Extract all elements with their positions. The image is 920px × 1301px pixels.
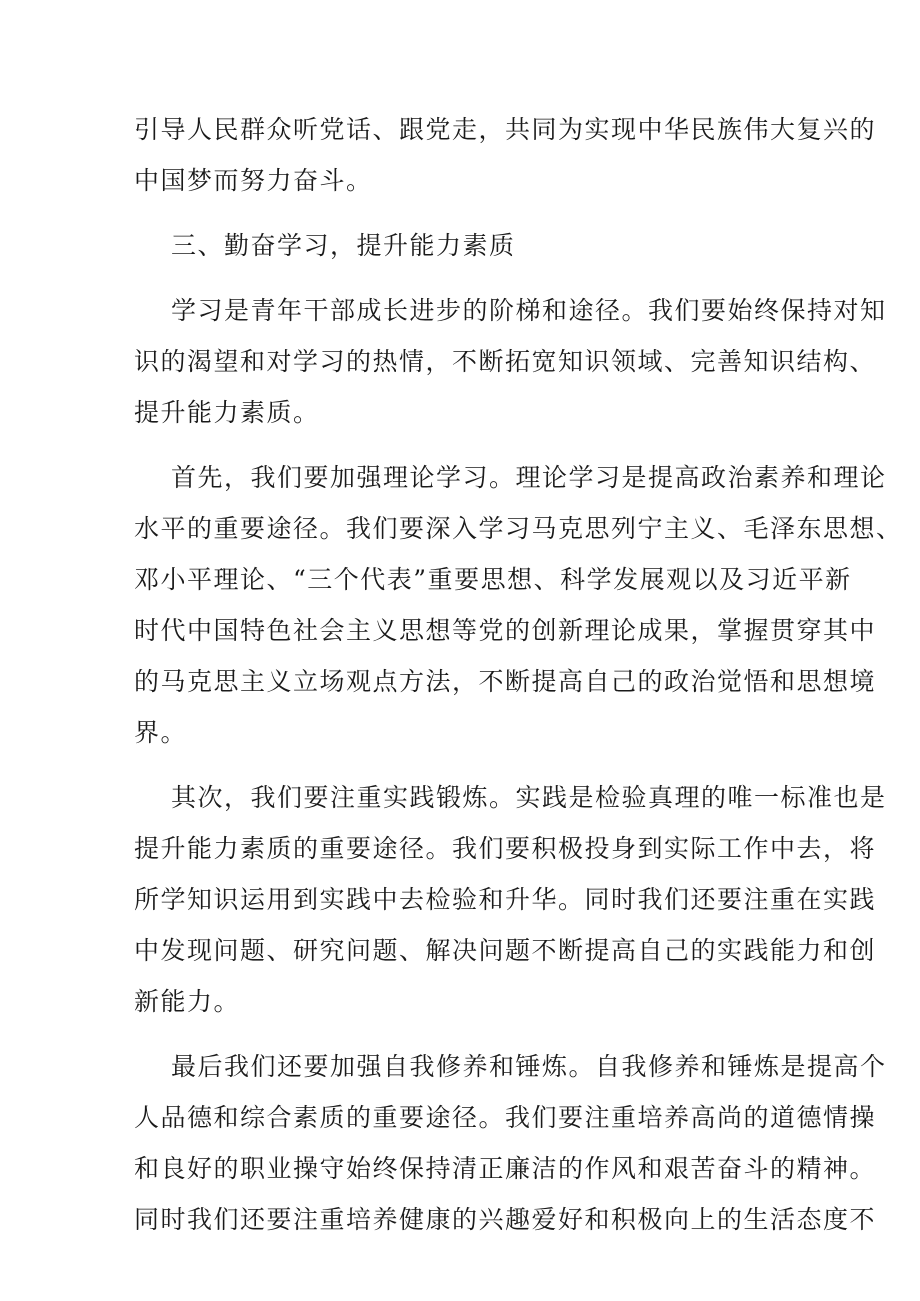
text-line: 的马克思主义立场观点方法，不断提高自己的政治觉悟和思想境 xyxy=(134,667,877,696)
text-line: 人品德和综合素质的重要途径。我们要注重培养高尚的道德情操 xyxy=(134,1103,877,1132)
text-line: 中国梦而努力奋斗。 xyxy=(134,166,373,195)
text-line: 邓小平理论、“三个代表”重要思想、科学发展观以及习近平新 xyxy=(134,565,852,594)
paragraph-theory xyxy=(134,452,920,758)
text-line: 同时我们还要注重培养健康的兴趣爱好和积极向上的生活态度不 xyxy=(134,1205,877,1234)
text-line: 学习是青年干部成长进步的阶梯和途径。我们要始终保持对知 xyxy=(171,296,887,325)
paragraph-cultivation xyxy=(134,1041,920,1245)
paragraph-practice xyxy=(134,772,920,1027)
text-line: 界。 xyxy=(134,718,188,747)
text-line: 首先，我们要加强理论学习。理论学习是提高政治素养和理论 xyxy=(171,463,887,492)
text-line: 中发现问题、研究问题、解决问题不断提高自己的实践能力和创 xyxy=(134,936,877,965)
paragraph-intro xyxy=(134,285,920,438)
section-heading xyxy=(134,220,920,271)
text-line: 引导人民群众听党话、跟党走，共同为实现中华民族伟大复兴的 xyxy=(134,115,877,144)
text-line: 所学知识运用到实践中去检验和升华。同时我们还要注重在实践 xyxy=(134,885,877,914)
text-line: 最后我们还要加强自我修养和锤炼。自我修养和锤炼是提高个 xyxy=(171,1052,887,1081)
paragraph-continuation xyxy=(134,104,920,206)
text-line: 其次，我们要注重实践锻炼。实践是检验真理的唯一标准也是 xyxy=(171,783,887,812)
heading-line: 三、勤奋学习，提升能力素质 xyxy=(171,231,516,260)
text-line: 时代中国特色社会主义思想等党的创新理论成果，掌握贯穿其中 xyxy=(134,616,877,645)
text-line: 提升能力素质。 xyxy=(134,398,320,427)
text-line: 水平的重要途径。我们要深入学习马克思列宁主义、毛泽东思想、 xyxy=(134,514,903,543)
text-line: 识的渴望和对学习的热情，不断拓宽知识领域、完善知识结构、 xyxy=(134,347,877,376)
text-line: 新能力。 xyxy=(134,987,241,1016)
text-line: 和良好的职业操守始终保持清正廉洁的作风和艰苦奋斗的精神。 xyxy=(134,1154,877,1183)
text-line: 提升能力素质的重要途径。我们要积极投身到实际工作中去，将 xyxy=(134,834,877,863)
